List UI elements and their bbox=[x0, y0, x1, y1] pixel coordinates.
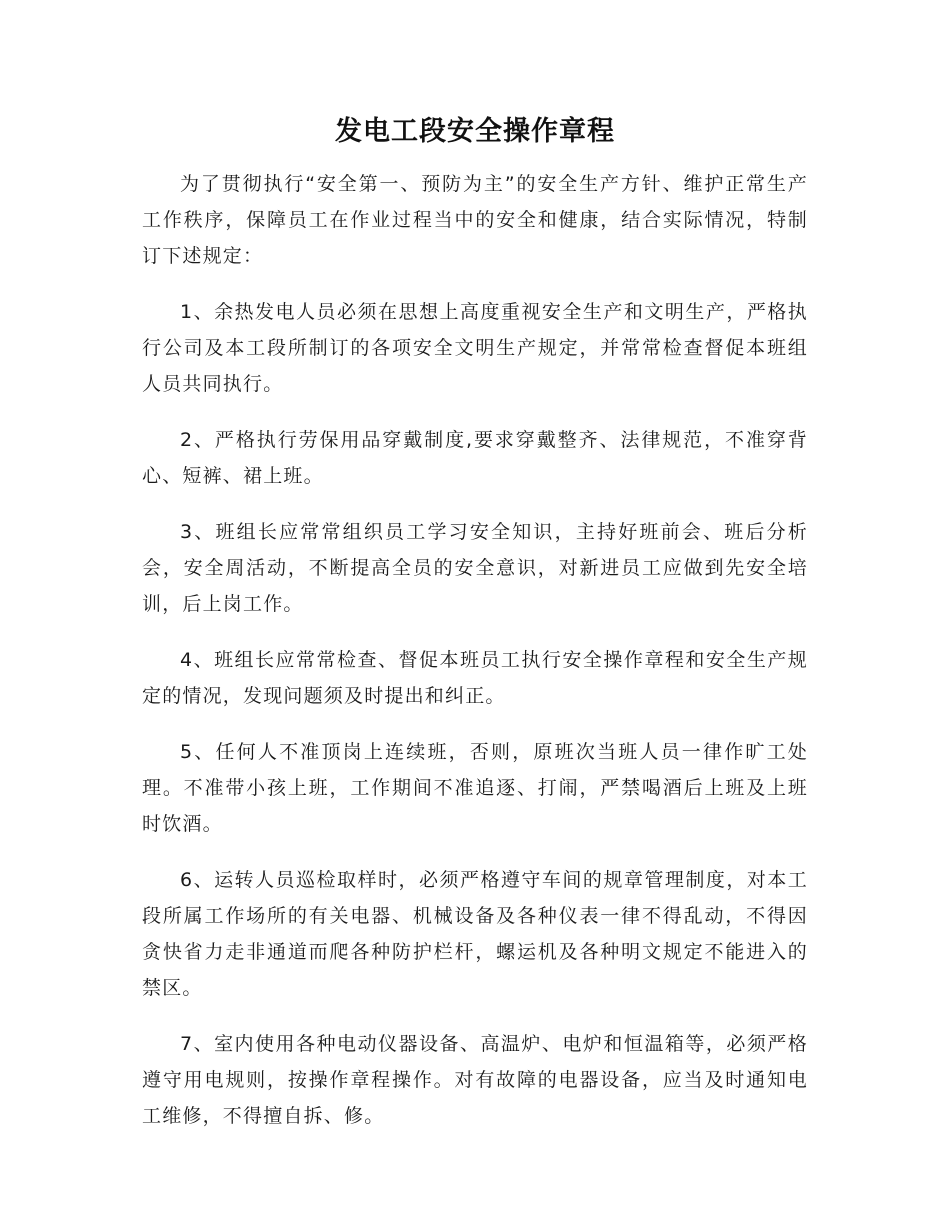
rule-item-7: 7、室内使用各种电动仪器设备、高温炉、电炉和恒温箱等，必须严格遵守用电规则，按操作章程操作。对有故障的电器设备，应当及时通知电工维修，不得擅自拆、修。 bbox=[142, 1033, 808, 1127]
rule-item-4: 4、班组长应常常检查、督促本班员工执行安全操作章程和安全生产规定的情况，发现问题须及时提出和纠正。 bbox=[142, 649, 808, 707]
rule-item-1: 1、余热发电人员必须在思想上高度重视安全生产和文明生产，严格执行公司及本工段所制订的各项安全文明生产规定，并常常检查督促本班组人员共同执行。 bbox=[142, 301, 808, 395]
rule-item-2: 2、严格执行劳保用品穿戴制度,要求穿戴整齐、法律规范，不准穿背心、短裤、裙上班。 bbox=[142, 429, 808, 487]
rule-item-3: 3、班组长应常常组织员工学习安全知识，主持好班前会、班后分析会，安全周活动，不断提高全员的安全意识，对新进员工应做到先安全培训，后上岗工作。 bbox=[142, 521, 808, 615]
document-body bbox=[142, 166, 808, 1154]
intro-paragraph: 为了贯彻执行“安全第一、预防为主”的安全生产方针、维护正常生产工作秩序，保障员工在作业过程当中的安全和健康，结合实际情况，特制订下述规定： bbox=[142, 173, 808, 267]
document-title: 发电工段安全操作章程 bbox=[335, 116, 615, 147]
rule-item-6: 6、运转人员巡检取样时，必须严格遵守车间的规章管理制度，对本工段所属工作场所的有关电器、机械设备及各种仪表一律不得乱动，不得因贪快省力走非通道而爬各种防护栏杆，螺运机及各种明文规定不能进入的禁区。 bbox=[142, 869, 808, 999]
rule-item-5: 5、任何人不准顶岗上连续班，否则，原班次当班人员一律作旷工处理。不准带小孩上班，工作期间不准追逐、打闹，严禁喝酒后上班及上班时饮酒。 bbox=[142, 741, 808, 835]
